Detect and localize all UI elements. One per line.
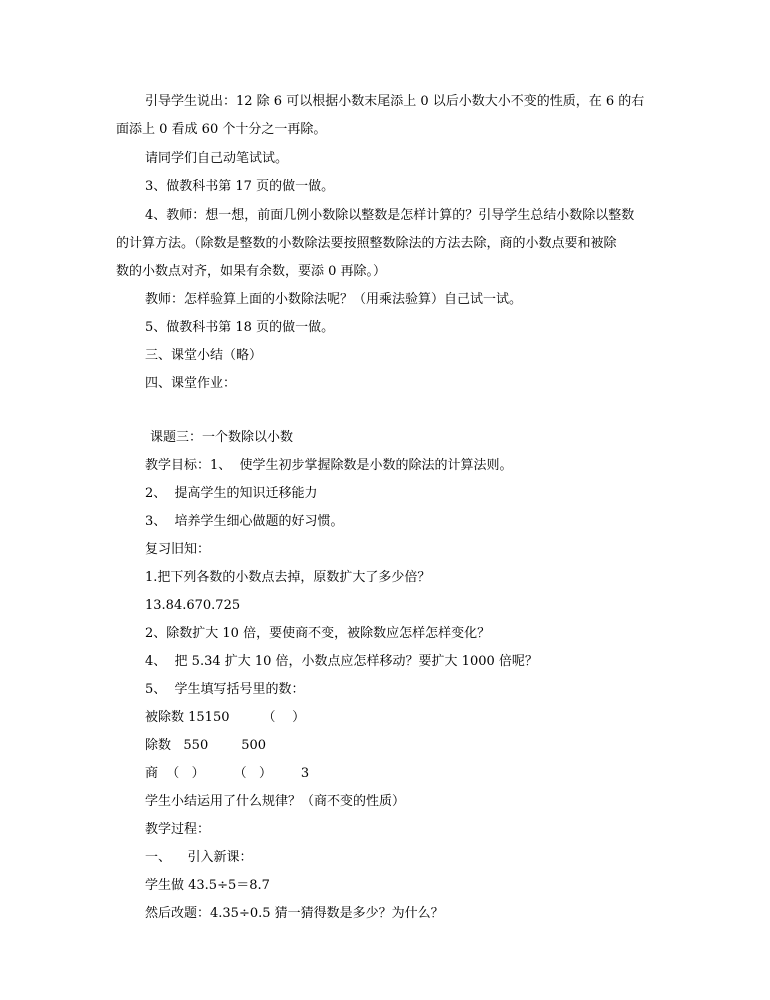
text-line: 引导学生说出：12 除 6 可以根据小数末尾添上 0 以后小数大小不变的性质，在 6 的右 xyxy=(145,94,645,109)
text-line: 5、 学生填写括号里的数： xyxy=(145,682,305,697)
text-line: 请同学们自己动笔试试。 xyxy=(145,151,289,166)
text-line: 一、 引入新课： xyxy=(145,850,253,865)
text-line: 教师：怎样验算上面的小数除法呢？（用乘法验算）自己试一试。 xyxy=(145,292,523,307)
text-line: 4、 把 5.34 扩大 10 倍，小数点应怎样移动？要扩大 1000 倍呢？ xyxy=(145,654,538,669)
text-line: 然后改题：4.35÷0.5 猜一猜得数是多少？为什么？ xyxy=(145,906,444,921)
text-line: 2、 提高学生的知识迁移能力 xyxy=(145,486,318,501)
text-line: 的计算方法。（除数是整数的小数除法要按照整数除法的方法去除，商的小数点要和被除 xyxy=(116,236,617,251)
text-line: 13.84.670.725 xyxy=(145,598,241,613)
text-line: 2、除数扩大 10 倍，要使商不变，被除数应怎样怎样变化？ xyxy=(145,626,491,641)
text-line: 学生小结运用了什么规律？（商不变的性质） xyxy=(145,794,406,809)
text-line: 学生做 43.5÷5＝8.7 xyxy=(145,878,270,893)
text-line: 3、 培养学生细心做题的好习惯。 xyxy=(145,514,344,529)
text-line: 5、做教科书第 18 页的做一做。 xyxy=(145,320,335,335)
text-line: 复习旧知： xyxy=(145,542,211,557)
text-line: 教学目标：1、 使学生初步掌握除数是小数的除法的计算法则。 xyxy=(145,458,513,473)
lesson-title: 课题三：一个数除以小数 xyxy=(150,430,294,445)
text-line: 数的小数点对齐，如果有余数，要添 0 再除。） xyxy=(116,264,387,279)
text-line: 4、教师：想一想，前面几例小数除以整数是怎样计算的？引导学生总结小数除以整数 xyxy=(145,208,635,223)
text-line: 面添上 0 看成 60 个十分之一再除。 xyxy=(116,122,327,137)
text-line: 除数 550 500 xyxy=(145,738,267,753)
text-line: 商 （ ） （ ） 3 xyxy=(145,766,310,781)
text-line: 教学过程： xyxy=(145,822,211,837)
text-line: 四、课堂作业： xyxy=(145,376,237,391)
text-line: 3、做教科书第 17 页的做一做。 xyxy=(145,179,335,194)
text-line: 三、课堂小结（略） xyxy=(145,348,263,363)
text-line: 1.把下列各数的小数点去掉，原数扩大了多少倍？ xyxy=(145,570,431,585)
text-line: 被除数 15150 （ ） xyxy=(145,710,306,725)
